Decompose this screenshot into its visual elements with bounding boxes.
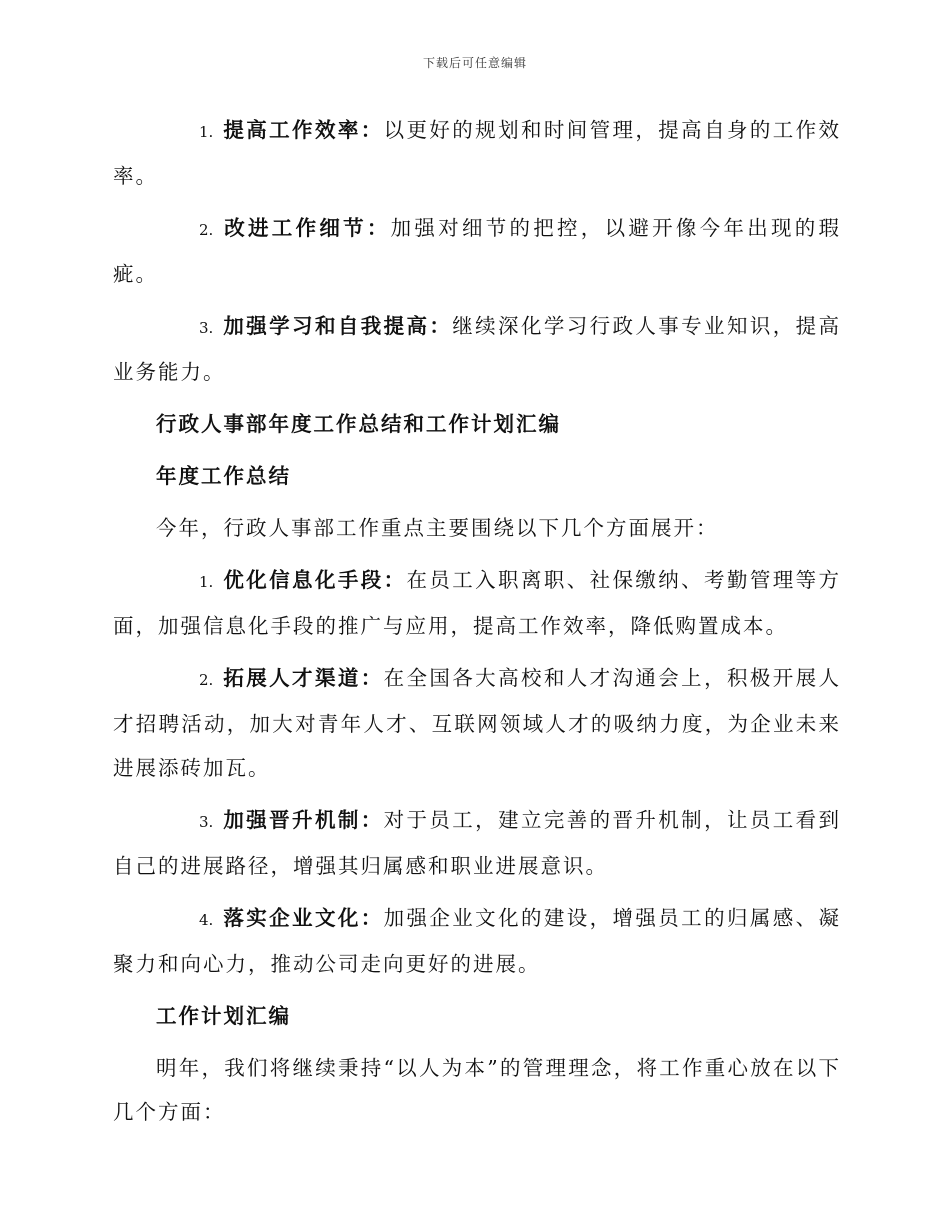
item-text: 在全国各大高校和人才沟通会上，积极开展人才招聘活动，加大对青年人才、互联网领域人才的吸纳力度，为企业未来进展添砖加瓦。 xyxy=(113,666,842,780)
list-item xyxy=(113,304,841,394)
item-label: 拓展人才渠道： xyxy=(223,666,384,690)
summary-intro: 今年，行政人事部工作重点主要围绕以下几个方面展开： xyxy=(156,516,719,540)
item-number: 1. xyxy=(199,573,214,591)
document-title: 行政人事部年度工作总结和工作计划汇编 xyxy=(156,412,561,436)
item-label: 加强学习和自我提高： xyxy=(223,314,453,338)
item-text: 加强企业文化的建设，增强员工的归属感、凝聚力和向心力，推动公司走向更好的进展。 xyxy=(113,906,842,976)
item-text: 以更好的规划和时间管理，提高自身的工作效率。 xyxy=(113,118,842,188)
item-label: 提高工作效率： xyxy=(223,118,384,142)
item-text: 在员工入职离职、社保缴纳、考勤管理等方面，加强信息化手段的推广与应用，提高工作效率，降低购置成本。 xyxy=(113,568,841,638)
list-item xyxy=(113,558,841,648)
plan-intro: 明年，我们将继续秉持“以人为本”的管理理念，将工作重心放在以下几个方面： xyxy=(113,1056,841,1124)
summary-heading: 年度工作总结 xyxy=(156,464,291,488)
list-item xyxy=(113,896,841,986)
item-number: 4. xyxy=(199,911,214,929)
item-label: 改进工作细节： xyxy=(223,216,391,240)
page-header-note: 下载后可任意编辑 xyxy=(422,56,527,70)
list-item xyxy=(113,108,841,198)
item-label: 加强晋升机制： xyxy=(223,808,384,832)
list-item xyxy=(113,206,841,296)
list-item xyxy=(113,656,841,790)
plan-heading: 工作计划汇编 xyxy=(156,1004,291,1028)
item-text: 对于员工，建立完善的晋升机制，让员工看到自己的进展路径，增强其归属感和职业进展意识。 xyxy=(113,808,842,878)
item-number: 1. xyxy=(199,123,214,141)
item-number: 2. xyxy=(199,221,214,239)
item-number: 3. xyxy=(199,319,214,337)
item-number: 3. xyxy=(199,813,214,831)
item-number: 2. xyxy=(199,671,214,689)
list-item xyxy=(113,798,841,888)
document-body xyxy=(113,108,841,1142)
item-text: 加强对细节的把控，以避开像今年出现的瑕疵。 xyxy=(113,216,842,286)
item-label: 落实企业文化： xyxy=(223,906,384,930)
item-label: 优化信息化手段： xyxy=(223,568,407,592)
item-text: 继续深化学习行政人事专业知识，提高业务能力。 xyxy=(113,314,842,384)
